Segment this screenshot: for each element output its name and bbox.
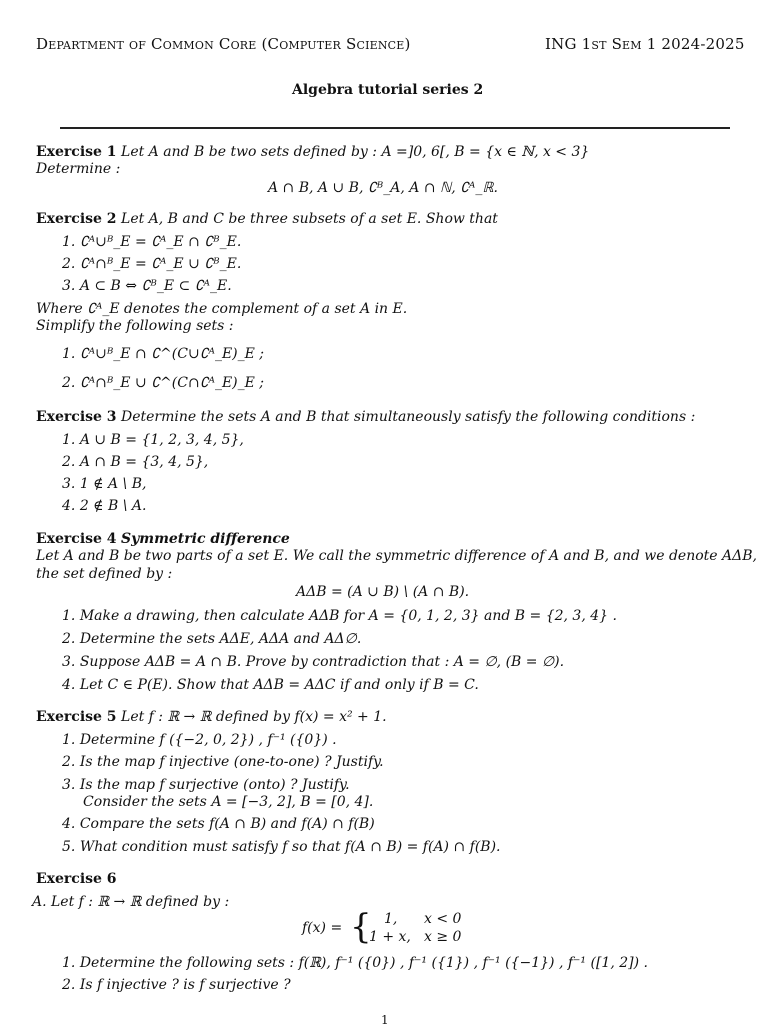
- list-item: 1. A ∪ B = {1, 2, 3, 4, 5},: [62, 432, 244, 448]
- exercise-5-text: Let f : ℝ → ℝ defined by f(x) = x² + 1.: [121, 709, 387, 725]
- exercise-4-label: Exercise 4: [36, 531, 117, 547]
- case-2-condition: x ≥ 0: [424, 929, 462, 945]
- header-department: Department of Common Core (Computer Science): [36, 35, 411, 53]
- title-divider: [60, 127, 730, 129]
- exercise-5-label: Exercise 5: [36, 709, 117, 725]
- list-item: 2. Is f injective ? is f surjective ?: [62, 977, 291, 993]
- exercise-1-determine: Determine :: [36, 161, 121, 177]
- list-item: 3. Is the map f surjective (onto) ? Justify.: [62, 777, 350, 793]
- exercise-2-text: Let A, B and C be three subsets of a set E. Show that: [121, 211, 498, 227]
- list-item: 2. Determine the sets AΔE, AΔA and AΔ∅.: [62, 631, 362, 647]
- list-item: 1. Determine the following sets : f(ℝ), f⁻¹ ({0}) , f⁻¹ ({1}) , f⁻¹ ({−1}) , f⁻¹ ([1, 2]) .: [62, 955, 648, 971]
- list-item: 1. Make a drawing, then calculate AΔB for A = {0, 1, 2, 3} and B = {2, 3, 4} .: [62, 608, 617, 624]
- list-item: 1. Determine f ({−2, 0, 2}) , f⁻¹ ({0}) .: [62, 732, 337, 748]
- exercise-5: [36, 709, 387, 726]
- list-item: 5. What condition must satisfy f so that f(A ∩ B) = f(A) ∩ f(B).: [62, 839, 501, 855]
- exercise-2-label: Exercise 2: [36, 211, 117, 227]
- exercise-4-formula: AΔB = (A ∪ B) \ (A ∩ B).: [296, 584, 470, 600]
- list-item: 3. Suppose AΔB = A ∩ B. Prove by contradiction that : A = ∅, (B = ∅).: [62, 654, 565, 670]
- list-item: 3. A ⊂ B ⇔ ∁ᴮ_E ⊂ ∁ᴬ_E.: [62, 278, 232, 294]
- case-1-value: 1,: [384, 911, 398, 927]
- exercise-3-text: Determine the sets A and B that simultaneously satisfy the following conditions :: [121, 409, 696, 425]
- list-item-continuation: Consider the sets A = [−3, 2], B = [0, 4].: [83, 794, 374, 810]
- list-item: 1. ∁ᴬ∪ᴮ_E ∩ ∁^(C∪∁ᴬ_E)_E ;: [62, 346, 265, 362]
- exercise-2-where: Where ∁ᴬ_E denotes the complement of a set A in E.: [36, 301, 408, 317]
- list-item: 4. Compare the sets f(A ∩ B) and f(A) ∩ f(B): [62, 816, 375, 832]
- exercise-1: [36, 144, 589, 161]
- list-item: 1. ∁ᴬ∪ᴮ_E = ∁ᴬ_E ∩ ∁ᴮ_E.: [62, 234, 242, 250]
- list-item: 2. Is the map f injective (one-to-one) ? Justify.: [62, 754, 384, 770]
- list-item: 2. ∁ᴬ∩ᴮ_E ∪ ∁^(C∩∁ᴬ_E)_E ;: [62, 375, 265, 391]
- list-item: 3. 1 ∉ A \ B,: [62, 476, 147, 492]
- piecewise-fx: f(x) =: [302, 920, 343, 936]
- exercise-2: [36, 211, 498, 228]
- document-title: Algebra tutorial series 2: [292, 82, 484, 98]
- exercise-4: [36, 531, 290, 548]
- exercise-3-label: Exercise 3: [36, 409, 117, 425]
- exercise-4-subtitle: Symmetric difference: [121, 531, 290, 547]
- case-1-condition: x < 0: [424, 911, 462, 927]
- exercise-6: [36, 871, 117, 888]
- exercise-4-text-1: Let A and B be two parts of a set E. We call the symmetric difference of A and B, and we denote AΔB,: [36, 548, 757, 564]
- exercise-4-text-2: the set defined by :: [36, 566, 173, 582]
- page-number: 1: [381, 1013, 389, 1027]
- exercise-2-simplify: Simplify the following sets :: [36, 318, 234, 334]
- list-item: 2. ∁ᴬ∩ᴮ_E = ∁ᴬ_E ∪ ∁ᴮ_E.: [62, 256, 242, 272]
- exercise-6-label: Exercise 6: [36, 871, 117, 887]
- case-2-value: 1 + x,: [369, 929, 411, 945]
- list-item: 2. A ∩ B = {3, 4, 5},: [62, 454, 209, 470]
- exercise-1-text: Let A and B be two sets defined by : A =]0, 6[, B = {x ∈ ℕ, x < 3}: [121, 144, 590, 160]
- exercise-1-expressions: A ∩ B, A ∪ B, ∁ᴮ_A, A ∩ ℕ, ∁ᴬ_ℝ.: [268, 180, 498, 196]
- exercise-3: [36, 409, 695, 426]
- exercise-6-part-a: A. Let f : ℝ → ℝ defined by :: [32, 894, 230, 910]
- header-semester: ING 1st Sem 1 2024-2025: [545, 35, 745, 53]
- list-item: 4. Let C ∈ P(E). Show that AΔB = AΔC if and only if B = C.: [62, 677, 479, 693]
- exercise-1-label: Exercise 1: [36, 144, 117, 160]
- piecewise-brace: {: [350, 907, 372, 947]
- list-item: 4. 2 ∉ B \ A.: [62, 498, 147, 514]
